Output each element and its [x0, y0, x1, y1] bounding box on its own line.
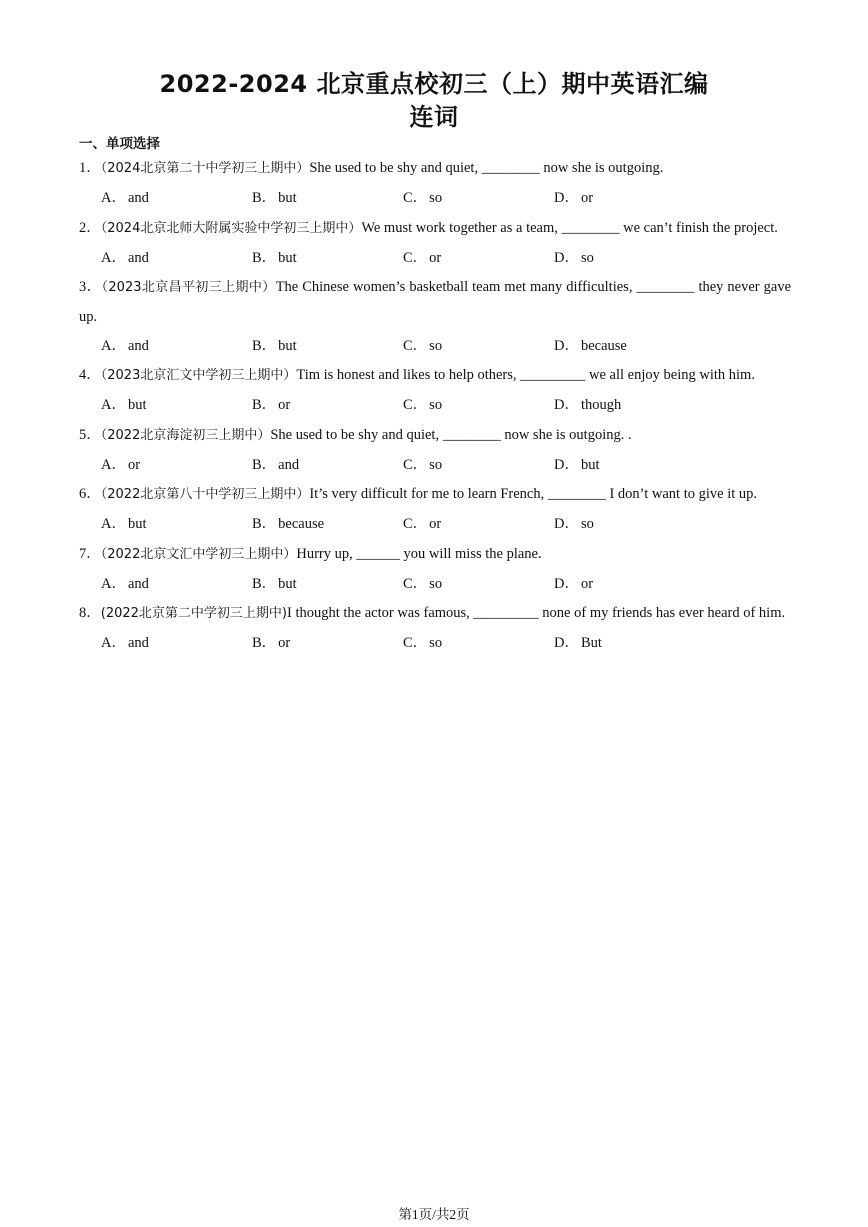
question-text: She used to be shy and quiet, ________ now she is outgoing. . — [270, 426, 632, 443]
option-letter: C． — [403, 456, 428, 473]
option-letter: B． — [252, 249, 277, 266]
answer-option — [554, 510, 705, 539]
answer-option — [252, 244, 403, 273]
option-letter: D． — [554, 516, 579, 533]
question-text: I thought the actor was famous, _________ none of my friends has ever heard of him. — [286, 605, 786, 621]
option-text: because — [278, 516, 325, 533]
option-text: and — [278, 456, 300, 473]
question-source: （2022北京第八十中学初三上期中） — [100, 487, 310, 502]
option-letter: C． — [403, 635, 428, 652]
question-stem — [79, 154, 791, 184]
answer-option — [554, 184, 705, 213]
question-number: 6． — [79, 486, 101, 502]
option-letter: C． — [403, 190, 428, 207]
option-letter: A． — [101, 635, 126, 652]
option-text: so — [429, 575, 443, 592]
option-letter: A． — [101, 190, 126, 207]
option-letter: B． — [252, 456, 277, 473]
answer-option — [101, 510, 252, 539]
question-number: 3． — [79, 279, 102, 295]
question-source: （2022北京文汇中学初三上期中） — [100, 546, 297, 562]
answer-option — [403, 570, 554, 599]
answer-options — [79, 391, 791, 421]
option-text: or — [278, 397, 291, 414]
option-letter: D． — [554, 249, 579, 266]
option-text: but — [127, 516, 147, 533]
option-letter: B． — [252, 337, 277, 354]
question-number: 5． — [79, 426, 101, 443]
question-stem — [79, 540, 791, 570]
option-text: or — [580, 575, 594, 592]
question-number: 2． — [79, 219, 101, 236]
option-text: or — [429, 516, 442, 533]
option-letter: D． — [554, 575, 579, 592]
answer-option — [252, 184, 403, 213]
option-letter: D． — [554, 397, 579, 414]
page-footer: 第1页/共2页 — [398, 1207, 470, 1222]
question-text: Tim is honest and likes to help others, _________ we all enjoy being with him. — [296, 367, 755, 383]
question-item — [79, 273, 791, 361]
option-text: so — [429, 337, 443, 354]
question-item — [79, 361, 791, 421]
question-text: Hurry up, ______ you will miss the plane. — [296, 545, 542, 562]
option-letter: D． — [554, 337, 579, 354]
answer-option — [101, 244, 252, 273]
option-letter: A． — [101, 456, 126, 473]
answer-option — [554, 570, 705, 599]
question-stem — [79, 480, 791, 510]
option-letter: B． — [252, 397, 277, 414]
answer-option — [252, 451, 403, 480]
option-text: and — [127, 635, 149, 652]
option-text: so — [429, 456, 443, 473]
question-item — [79, 599, 791, 659]
option-text: and — [127, 249, 149, 266]
question-text: The Chinese women’s basketball team met many difficulties, ________ they never gave up. — [79, 279, 792, 325]
option-letter: A． — [101, 516, 126, 533]
answer-option — [101, 332, 252, 361]
option-text: so — [580, 249, 594, 266]
option-letter: C． — [403, 249, 428, 266]
option-letter: C． — [403, 397, 428, 414]
option-text: and — [127, 575, 149, 592]
option-text: so — [429, 397, 443, 414]
option-letter: B． — [252, 190, 277, 207]
option-letter: C． — [403, 337, 428, 354]
answer-option — [252, 570, 403, 599]
option-letter: D． — [554, 456, 579, 473]
option-letter: B． — [252, 575, 277, 592]
question-stem — [79, 421, 791, 451]
option-letter: A． — [101, 397, 126, 414]
answer-option — [403, 391, 554, 420]
option-letter: D． — [554, 635, 579, 652]
question-source: （2023北京汇文中学初三上期中） — [100, 368, 297, 383]
question-stem — [79, 273, 791, 331]
question-item — [79, 214, 791, 274]
answer-option — [403, 184, 554, 213]
answer-option — [101, 391, 252, 420]
answer-options — [79, 569, 791, 599]
answer-options — [79, 331, 791, 361]
question-item — [79, 154, 791, 214]
answer-option — [403, 510, 554, 539]
option-text: so — [580, 516, 594, 533]
answer-option — [403, 451, 554, 480]
option-text: or — [127, 456, 141, 473]
option-letter: A． — [101, 575, 126, 592]
question-text: She used to be shy and quiet, ________ now she is outgoing. — [309, 160, 664, 176]
option-letter: A． — [101, 337, 126, 354]
option-text: and — [127, 337, 149, 354]
option-text: and — [127, 190, 149, 207]
option-text: but — [278, 575, 297, 592]
question-source: (2022北京第二中学初三上期中) — [100, 606, 287, 621]
answer-option — [252, 391, 403, 420]
answer-option — [252, 510, 403, 539]
question-text: It’s very difficult for me to learn French, ________ I don’t want to give it up. — [309, 486, 758, 502]
option-letter: C． — [403, 575, 428, 592]
option-letter: B． — [252, 635, 277, 652]
answer-option — [101, 570, 252, 599]
option-text: but — [580, 456, 600, 473]
question-number: 1． — [79, 160, 101, 176]
option-text: but — [278, 337, 297, 354]
answer-option — [252, 629, 403, 658]
question-source: （2024北京北师大附属实验中学初三上期中） — [100, 220, 362, 236]
question-list — [79, 154, 791, 659]
answer-option — [554, 244, 705, 273]
question-stem — [79, 214, 791, 244]
question-number: 4． — [79, 367, 101, 383]
answer-option — [403, 244, 554, 273]
answer-option — [252, 332, 403, 361]
option-letter: D． — [554, 190, 579, 207]
option-text: or — [580, 190, 594, 207]
question-number: 7． — [79, 545, 101, 562]
option-letter: C． — [403, 516, 428, 533]
document-subtitle: 连词 — [409, 103, 459, 131]
option-text: But — [580, 635, 602, 652]
question-item — [79, 480, 791, 540]
question-source: （2024北京第二十中学初三上期中） — [100, 161, 310, 176]
answer-options — [79, 450, 791, 480]
question-text: We must work together as a team, ________ we can’t finish the project. — [361, 219, 778, 236]
answer-option — [403, 629, 554, 658]
option-text: or — [429, 249, 442, 266]
option-letter: B． — [252, 516, 277, 533]
answer-option — [554, 332, 705, 361]
answer-options — [79, 243, 791, 273]
option-letter: A． — [101, 249, 126, 266]
option-text: so — [429, 635, 443, 652]
question-source: （2023北京昌平初三上期中） — [101, 280, 276, 295]
answer-options — [79, 629, 791, 659]
question-source: （2022北京海淀初三上期中） — [100, 427, 271, 443]
answer-option — [101, 184, 252, 213]
option-text: because — [580, 337, 627, 354]
answer-options — [79, 184, 791, 214]
option-text: or — [278, 635, 291, 652]
answer-option — [554, 451, 705, 480]
section-heading: 一、单项选择 — [79, 136, 160, 152]
question-item — [79, 421, 791, 481]
option-text: though — [580, 397, 622, 414]
answer-option — [554, 629, 705, 658]
option-text: so — [429, 190, 443, 207]
answer-option — [101, 629, 252, 658]
answer-option — [554, 391, 705, 420]
answer-option — [403, 332, 554, 361]
document-title: 2022-2024 北京重点校初三（上）期中英语汇编 — [159, 70, 709, 98]
question-stem — [79, 599, 791, 629]
question-item — [79, 540, 791, 600]
option-text: but — [127, 397, 147, 414]
answer-option — [101, 451, 252, 480]
option-text: but — [278, 249, 297, 266]
answer-options — [79, 510, 791, 540]
question-stem — [79, 361, 791, 391]
question-number: 8． — [79, 605, 101, 621]
option-text: but — [278, 190, 297, 207]
